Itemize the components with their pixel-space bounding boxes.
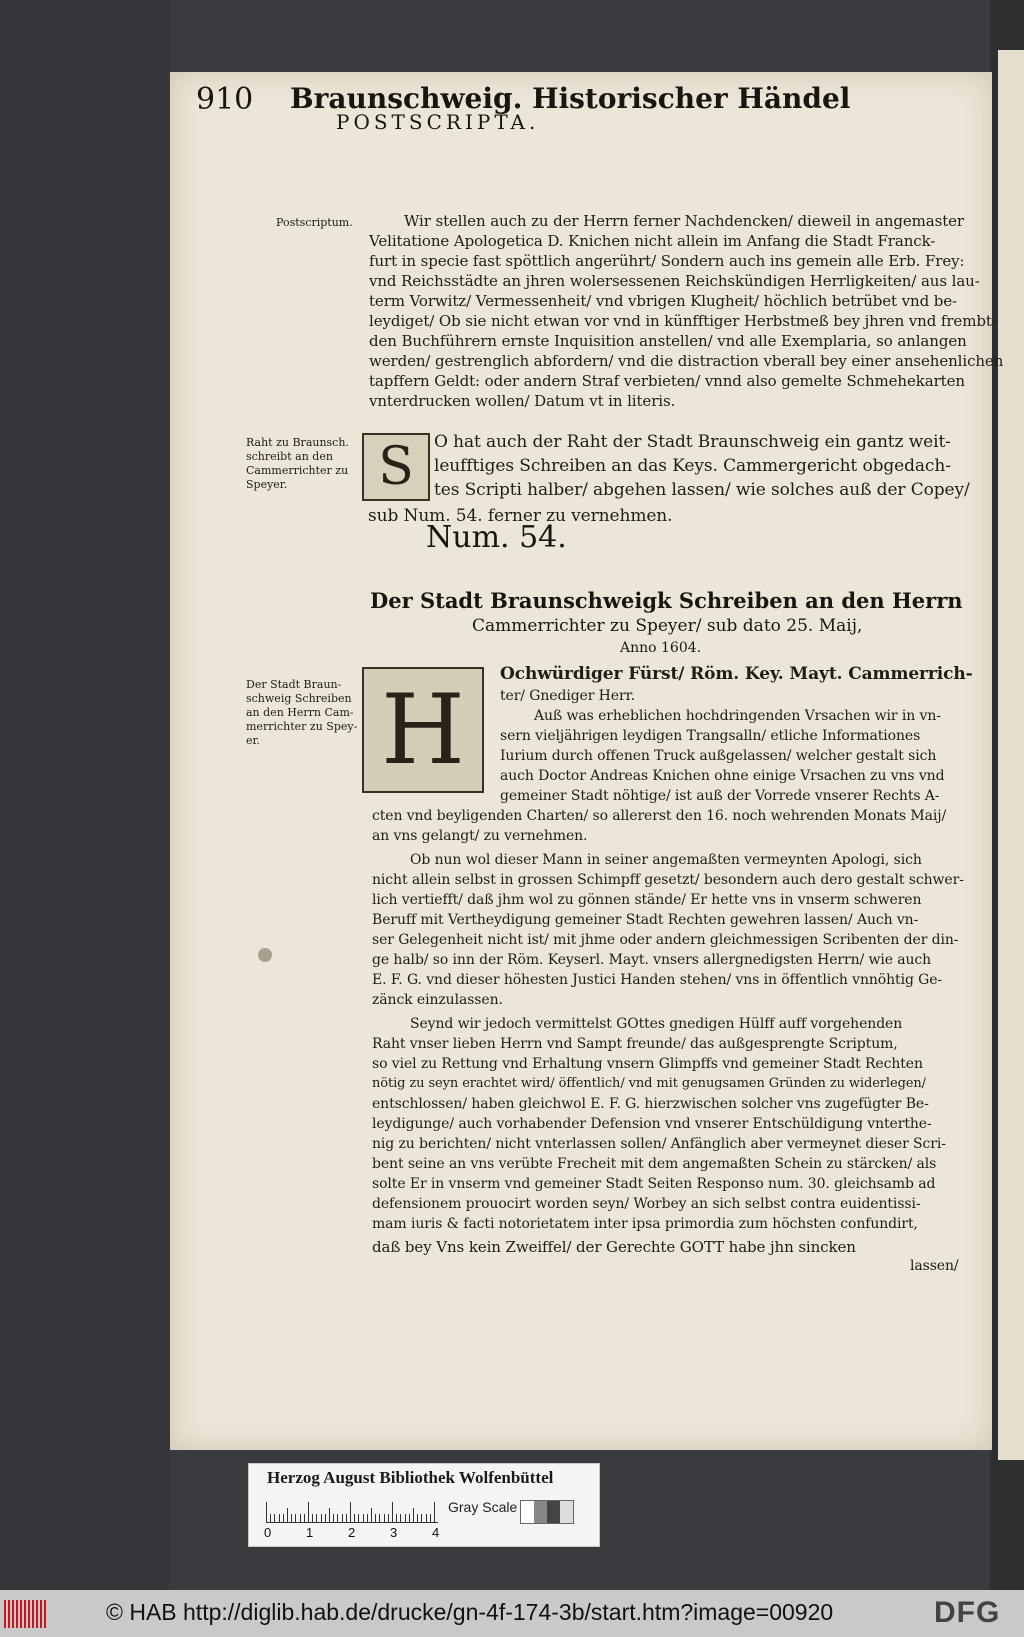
sidenote-line: schweig Schreiben — [246, 692, 352, 705]
dropcap-s: S — [362, 433, 430, 501]
text-line: cten vnd beyligenden Charten/ so allererst den 16. noch wehrenden Monats Maij/ — [372, 808, 947, 824]
sidenote-line: Der Stadt Braun- — [246, 678, 342, 691]
sidenote-postscriptum: Postscriptum. — [276, 216, 353, 229]
ruler-tick — [342, 1514, 343, 1522]
text-line: Ochwürdiger Fürst/ Röm. Key. Mayt. Cammerrich- — [500, 664, 973, 684]
ruler-tick — [321, 1514, 322, 1522]
ruler-tick — [379, 1514, 380, 1522]
sidenote-line: schreibt an den — [246, 450, 333, 463]
text-line: Auß was erheblichen hochdringenden Vrsachen wir in vn- — [534, 708, 941, 724]
ruler-tick — [367, 1514, 368, 1522]
ruler-tick — [358, 1514, 359, 1522]
text-line: an vns gelangt/ zu vernehmen. — [372, 828, 588, 844]
text-line: O hat auch der Raht der Stadt Braunschweig ein gantz weit- — [434, 432, 951, 452]
sidenote-line: er. — [246, 734, 261, 747]
text-line: nig zu berichten/ nicht vnterlassen sollen/ Anfänglich aber vermeynet dieser Scri- — [372, 1136, 946, 1152]
ruler-tick — [346, 1514, 347, 1522]
sidenote-stadt — [246, 678, 357, 748]
adjacent-page-edge — [998, 50, 1024, 1460]
ruler-tick — [333, 1514, 334, 1522]
document-year: Anno 1604. — [620, 640, 702, 656]
sidenote-line: Raht zu Braunsch. — [246, 436, 349, 449]
text-line: Iurium durch offenen Truck außgelassen/ welcher gestalt sich — [500, 748, 937, 764]
library-name: Herzog August Bibliothek Wolfenbüttel — [267, 1468, 554, 1487]
scale-ruler — [266, 1500, 438, 1523]
ruler-tick — [316, 1514, 317, 1522]
ruler-number: 3 — [390, 1525, 398, 1540]
text-line: daß bey Vns kein Zweiffel/ der Gerechte GOTT habe jhn sincken — [372, 1238, 856, 1256]
hab-logo-icon — [4, 1600, 46, 1628]
text-line: term Vorwitz/ Vermessenheit/ vnd vbrigen Klugheit/ höchlich betrübet vnd be- — [369, 292, 957, 310]
text-line: nicht allein selbst in grossen Schimpff gesetzt/ besondern auch dero gestalt schwer- — [372, 872, 964, 888]
text-line: E. F. G. vnd dieser höhesten Justici Handen stehen/ vns in öffentlich vnnöhtig Ge- — [372, 972, 943, 988]
text-line: Velitatione Apologetica D. Knichen nicht allein im Anfang die Stadt Franck- — [369, 232, 936, 250]
ruler-tick — [329, 1508, 330, 1522]
ruler-tick — [325, 1514, 326, 1522]
text-line: defensionem prouocirt worden seyn/ Worbey an sich selbst contra euidentissi- — [372, 1196, 921, 1212]
document-title-line: Der Stadt Braunschweigk Schreiben an den Herrn — [370, 588, 963, 613]
document-number: Num. 54. — [426, 520, 567, 555]
ruler-number: 4 — [432, 1525, 440, 1540]
text-line: Beruff mit Vertheydigung gemeiner Stadt Rechten gewehren lassen/ Auch vn- — [372, 912, 919, 928]
scanner-background-left — [0, 0, 170, 1590]
gray-swatch — [560, 1501, 573, 1523]
text-line: ser Gelegenheit nicht ist/ mit jhme oder andern gleichmessigen Scribenten der din- — [372, 932, 959, 948]
ruler-tick — [304, 1514, 305, 1522]
ruler-tick — [363, 1514, 364, 1522]
ruler-tick — [426, 1514, 427, 1522]
ruler-tick — [417, 1514, 418, 1522]
text-line: auch Doctor Andreas Knichen ohne einige Vrsachen zu vns vnd — [500, 768, 945, 784]
text-line: Ob nun wol dieser Mann in seiner angemaßten vermeynten Apologi, sich — [410, 852, 922, 868]
footer-link[interactable]: © HAB http://diglib.hab.de/drucke/gn-4f-174-3b/start.htm?image=00920 — [106, 1599, 834, 1625]
gray-scale-label: Gray Scale — [448, 1499, 518, 1515]
text-line: sern vieljährigen leydigen Trangsalln/ etliche Informationes — [500, 728, 921, 744]
ruler-tick — [300, 1514, 301, 1522]
ruler-tick — [421, 1514, 422, 1522]
ruler-tick — [405, 1514, 406, 1522]
dfg-logo: DFG — [934, 1596, 1001, 1629]
gray-swatch — [521, 1501, 534, 1523]
text-line: so viel zu Rettung vnd Erhaltung vnsern Glimpffs vnd gemeiner Stadt Rechten — [372, 1056, 923, 1072]
text-line: lich vertiefft/ daß jhm wol zu gönnen stände/ Er hette vns in vnserm schweren — [372, 892, 922, 908]
ruler-tick — [354, 1514, 355, 1522]
text-line: vnd Reichsstädte an jhren wolersessenen Reichskündigen Herrligkeiten/ aus lau- — [369, 272, 980, 290]
ruler-tick — [279, 1514, 280, 1522]
ruler-tick — [337, 1514, 338, 1522]
sidenote-line: Cammerrichter zu — [246, 464, 349, 477]
sidenote-line: merrichter zu Spey- — [246, 720, 358, 733]
ruler-number: 1 — [306, 1525, 314, 1540]
ink-smudge — [258, 948, 272, 962]
text-line: lassen/ — [910, 1258, 959, 1274]
ruler-tick — [270, 1514, 271, 1522]
document-title-line: Cammerrichter zu Speyer/ sub dato 25. Maij, — [472, 616, 863, 636]
running-head: Braunschweig. Historischer Händel — [290, 82, 851, 115]
text-line: zänck einzulassen. — [372, 992, 503, 1008]
text-line: vnterdrucken wollen/ Datum vt in literis. — [369, 392, 676, 410]
ruler-tick — [308, 1502, 309, 1522]
text-line: leydiget/ Ob sie nicht etwan vor vnd in künfftiger Herbstmeß bey jhren vnd frembt- — [369, 312, 997, 330]
ruler-tick — [384, 1514, 385, 1522]
dropcap-h: H — [362, 667, 484, 793]
ruler-tick — [413, 1508, 414, 1522]
ruler-tick — [371, 1508, 372, 1522]
text-line: werden/ gestrenglich abfordern/ vnd die distraction vberall bey einer ansehenlichen — [369, 352, 1004, 370]
ruler-tick — [396, 1514, 397, 1522]
ruler-tick — [312, 1514, 313, 1522]
ruler-tick — [266, 1502, 267, 1522]
ruler-tick — [295, 1514, 296, 1522]
gray-swatch — [547, 1501, 560, 1523]
text-line: Seynd wir jedoch vermittelst GOttes gnedigen Hülff auff vorgehenden — [410, 1016, 903, 1032]
ruler-tick — [392, 1502, 393, 1522]
text-line: den Buchführern ernste Inquisition anstellen/ vnd alle Exemplaria, so anlangen — [369, 332, 967, 350]
sidenote-raht — [246, 436, 349, 492]
ruler-tick — [350, 1502, 351, 1522]
sidenote-line: an den Herrn Cam- — [246, 706, 354, 719]
ruler-tick — [287, 1508, 288, 1522]
text-line: leufftiges Schreiben an das Keys. Cammergericht obgedach- — [434, 456, 951, 476]
text-line: furt in specie fast spöttlich angerührt/ Sondern auch ins gemein alle Erb. Frey: — [369, 252, 965, 270]
gray-swatch — [534, 1501, 547, 1523]
ruler-tick — [430, 1514, 431, 1522]
ruler-tick — [409, 1514, 410, 1522]
ruler-tick — [283, 1514, 284, 1522]
text-line: nötig zu seyn erachtet wird/ öffentlich/ vnd mit genugsamen Gründen zu widerlegen/ — [372, 1076, 926, 1091]
text-line: ge halb/ so inn der Röm. Keyserl. Mayt. vnsers allergnedigsten Herrn/ wie auch — [372, 952, 932, 968]
ruler-tick — [375, 1514, 376, 1522]
ruler-tick — [400, 1514, 401, 1522]
text-line: solte Er in vnserm vnd gemeiner Stadt Seiten Responso num. 30. gleichsamb ad — [372, 1176, 936, 1192]
text-line: Wir stellen auch zu der Herrn ferner Nachdencken/ dieweil in angemaster — [404, 212, 965, 230]
text-line: mam iuris & facti notorietatem inter ipsa primordia zum höchsten confundirt, — [372, 1216, 918, 1232]
ruler-tick — [388, 1514, 389, 1522]
text-line: Raht vnser lieben Herrn vnd Sampt freunde/ das außgesprengte Scriptum, — [372, 1036, 898, 1052]
text-line: tapffern Geldt: oder andern Straf verbieten/ vnnd also gemelte Schmehekarten — [369, 372, 965, 390]
ruler-number: 0 — [264, 1525, 272, 1540]
ruler-tick — [434, 1502, 435, 1522]
gray-scale-swatches — [520, 1500, 574, 1524]
ruler-number: 2 — [348, 1525, 356, 1540]
text-line: tes Scripti halber/ abgehen lassen/ wie solches auß der Copey/ — [434, 480, 970, 500]
text-line: entschlossen/ haben gleichwol E. F. G. hierzwischen solcher vns zugefügter Be- — [372, 1096, 929, 1112]
text-line: sub Num. 54. ferner zu vernehmen. — [368, 506, 673, 526]
section-title: POSTSCRIPTA. — [336, 110, 540, 134]
text-line: gemeiner Stadt nöhtige/ ist auß der Vorrede vnserer Rechts A- — [500, 788, 940, 804]
ruler-tick — [274, 1514, 275, 1522]
text-line: leydigunge/ auch vorhabender Defension vnd vnserer Entschüldigung vnterthe- — [372, 1116, 932, 1132]
ruler-tick — [291, 1514, 292, 1522]
text-line: ter/ Gnediger Herr. — [500, 688, 635, 704]
sidenote-line: Speyer. — [246, 478, 288, 491]
page-number: 910 — [196, 82, 254, 117]
text-line: bent seine an vns verübte Frecheit mit dem angemaßten Schein zu stärcken/ als — [372, 1156, 937, 1172]
